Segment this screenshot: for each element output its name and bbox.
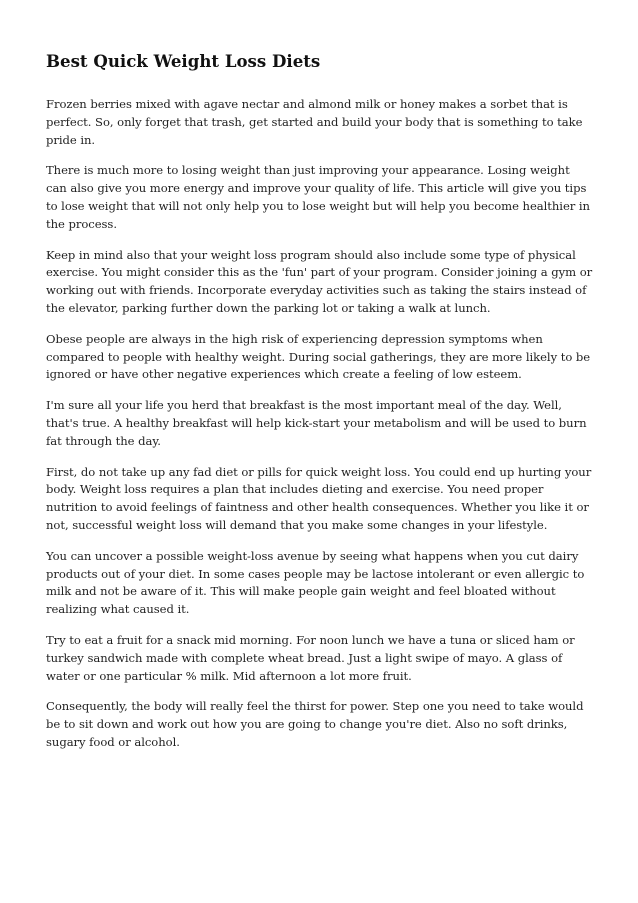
paragraph: There is much more to losing weight than just improving your appearance. Losing weight can also give you more energy and improve your quality of life. This article will give you tips to lose weight that will not only help you to lose weight but will help you become healthier in the process.	[46, 163, 590, 231]
document-title: Best Quick Weight Loss Diets	[46, 51, 321, 71]
paragraph: You can uncover a possible weight-loss avenue by seeing what happens when you cut dairy products out of your diet. In some cases people may be lactose intolerant or even allergic to milk and not be aware of it. This will make people gain weight and feel bloated without realizing what caused it.	[46, 548, 585, 617]
paragraph: Consequently, the body will really feel the thirst for power. Step one you need to take would be to sit down and work out how you are going to change you're diet. Also no soft drinks, sugary food or alcohol.	[46, 699, 584, 749]
paragraph: Keep in mind also that your weight loss program should also include some type of physical exercise. You might consider this as the 'fun' part of your program. Consider joining a gym or working out with friends. Incorporate everyday activities such as taking the stairs instead of the elevator, parking further down the parking lot or taking a walk at lunch.	[46, 247, 593, 315]
paragraph: Frozen berries mixed with agave nectar and almond milk or honey makes a sorbet that is perfect. So, only forget that trash, get started and build your body that is something to take pride in.	[46, 97, 583, 147]
paragraph: I'm sure all your life you herd that breakfast is the most important meal of the day. Well, that's true. A healthy breakfast will help kick-start your metabolism and will be used to burn fat through the day.	[46, 398, 587, 448]
paragraph: First, do not take up any fad diet or pills for quick weight loss. You could end up hurting your body. Weight loss requires a plan that includes dieting and exercise. You need proper nutrition to avoid feelings of faintness and other health consequences. Whether you like it or not, successful weight loss will demand that you make some changes in your lifestyle.	[46, 464, 592, 532]
document-page	[46, 50, 594, 765]
paragraph: Try to eat a fruit for a snack mid morning. For noon lunch we have a tuna or sliced ham or turkey sandwich made with complete wheat bread. Just a light swipe of mayo. A glass of water or one particular % milk. Mid afternoon a lot more fruit.	[46, 632, 575, 683]
paragraph: Obese people are always in the high risk of experiencing depression symptoms when compared to people with healthy weight. During social gatherings, they are more likely to be ignored or have other negative experiences which create a feeling of low esteem.	[46, 331, 591, 382]
